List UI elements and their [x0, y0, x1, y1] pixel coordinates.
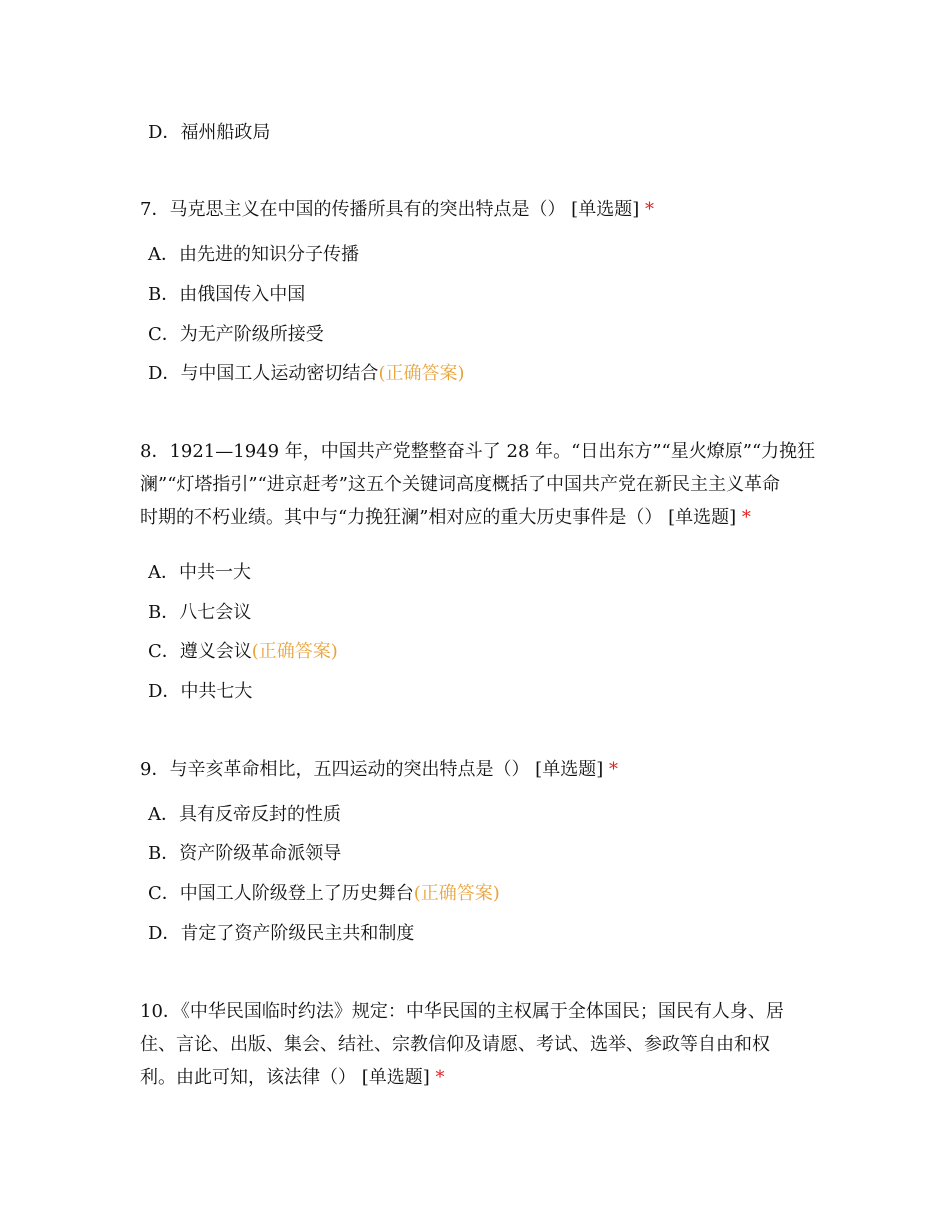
required-mark: * [644, 199, 654, 220]
question-text-line: 利。由此可知，该法律（） [单选题] * [140, 1067, 445, 1088]
option-q8-c [148, 639, 338, 665]
question-text-line: 9．与辛亥革命相比，五四运动的突出特点是（） [单选题] * [140, 759, 618, 780]
option-letter: B． [148, 843, 180, 864]
option-letter: D． [148, 923, 181, 944]
option-letter: B． [148, 602, 180, 623]
option-text: 中国工人阶级登上了历史舞台 [179, 883, 414, 904]
option-letter: A． [148, 562, 179, 583]
option-q9-a [148, 802, 341, 828]
question-text-line: 8．1921—1949 年，中国共产党整整奋斗了 28 年。“日出东方”“星火燎原”“力挽狂 [140, 441, 816, 462]
option-text: 由先进的知识分子传播 [179, 244, 359, 265]
option-q9-b [148, 841, 341, 867]
required-mark: * [435, 1067, 445, 1088]
question-8 [140, 435, 830, 534]
option-letter: C． [148, 641, 180, 662]
question-number: 7． [140, 199, 170, 220]
required-mark: * [741, 507, 751, 528]
option-text: 八七会议 [179, 602, 252, 623]
option-text: 中共七大 [180, 681, 253, 702]
question-text-line: 澜”“灯塔指引”“进京赶考”这五个关键词高度概括了中国共产党在新民主主义革命 [140, 474, 781, 495]
option-q8-d [148, 679, 252, 705]
option-q7-d [148, 361, 464, 387]
question-text-line: 时期的不朽业绩。其中与“力挽狂澜”相对应的重大历史事件是（） [单选题] * [140, 507, 751, 528]
option-letter: D． [148, 122, 181, 143]
question-text-line: 10．《中华民国临时约法》规定：中华民国的主权属于全体国民；国民有人身、居 [140, 1001, 784, 1022]
option-text: 与中国工人运动密切结合 [180, 363, 379, 384]
option-q7-a [148, 242, 359, 268]
option-letter: D． [148, 363, 181, 384]
correct-answer-tag: (正确答案) [378, 363, 465, 384]
option-text: 由俄国传入中国 [179, 284, 306, 305]
option-q7-c [148, 322, 324, 348]
option-text: 具有反帝反封的性质 [179, 804, 341, 825]
option-letter: D． [148, 681, 181, 702]
question-10 [140, 995, 830, 1094]
question-text-line: 7．马克思主义在中国的传播所具有的突出特点是（） [单选题] * [140, 199, 654, 220]
question-number: 10． [140, 1001, 181, 1022]
option-letter: A． [148, 244, 179, 265]
option-letter: C． [148, 883, 180, 904]
option-letter: B． [148, 284, 180, 305]
option-text: 资产阶级革命派领导 [179, 843, 342, 864]
option-q9-c [148, 881, 500, 907]
option-text: 中共一大 [179, 562, 251, 583]
option-q6-d [148, 120, 270, 146]
question-9 [140, 753, 830, 786]
correct-answer-tag: (正确答案) [251, 641, 338, 662]
required-mark: * [608, 759, 618, 780]
question-number: 9． [140, 759, 170, 780]
question-text-line: 住、言论、出版、集会、结社、宗教信仰及请愿、考试、选举、参政等自由和权 [140, 1034, 770, 1055]
question-7 [140, 193, 830, 226]
option-text: 为无产阶级所接受 [179, 324, 324, 345]
option-text: 遵义会议 [179, 641, 252, 662]
option-letter: A． [148, 804, 179, 825]
option-q8-b [148, 600, 251, 626]
question-number: 8． [140, 441, 170, 462]
option-letter: C． [148, 324, 180, 345]
option-text: 肯定了资产阶级民主共和制度 [180, 923, 415, 944]
correct-answer-tag: (正确答案) [413, 883, 500, 904]
option-text: 福州船政局 [180, 122, 271, 143]
option-q9-d [148, 921, 414, 947]
option-q7-b [148, 282, 305, 308]
option-q8-a [148, 560, 251, 586]
